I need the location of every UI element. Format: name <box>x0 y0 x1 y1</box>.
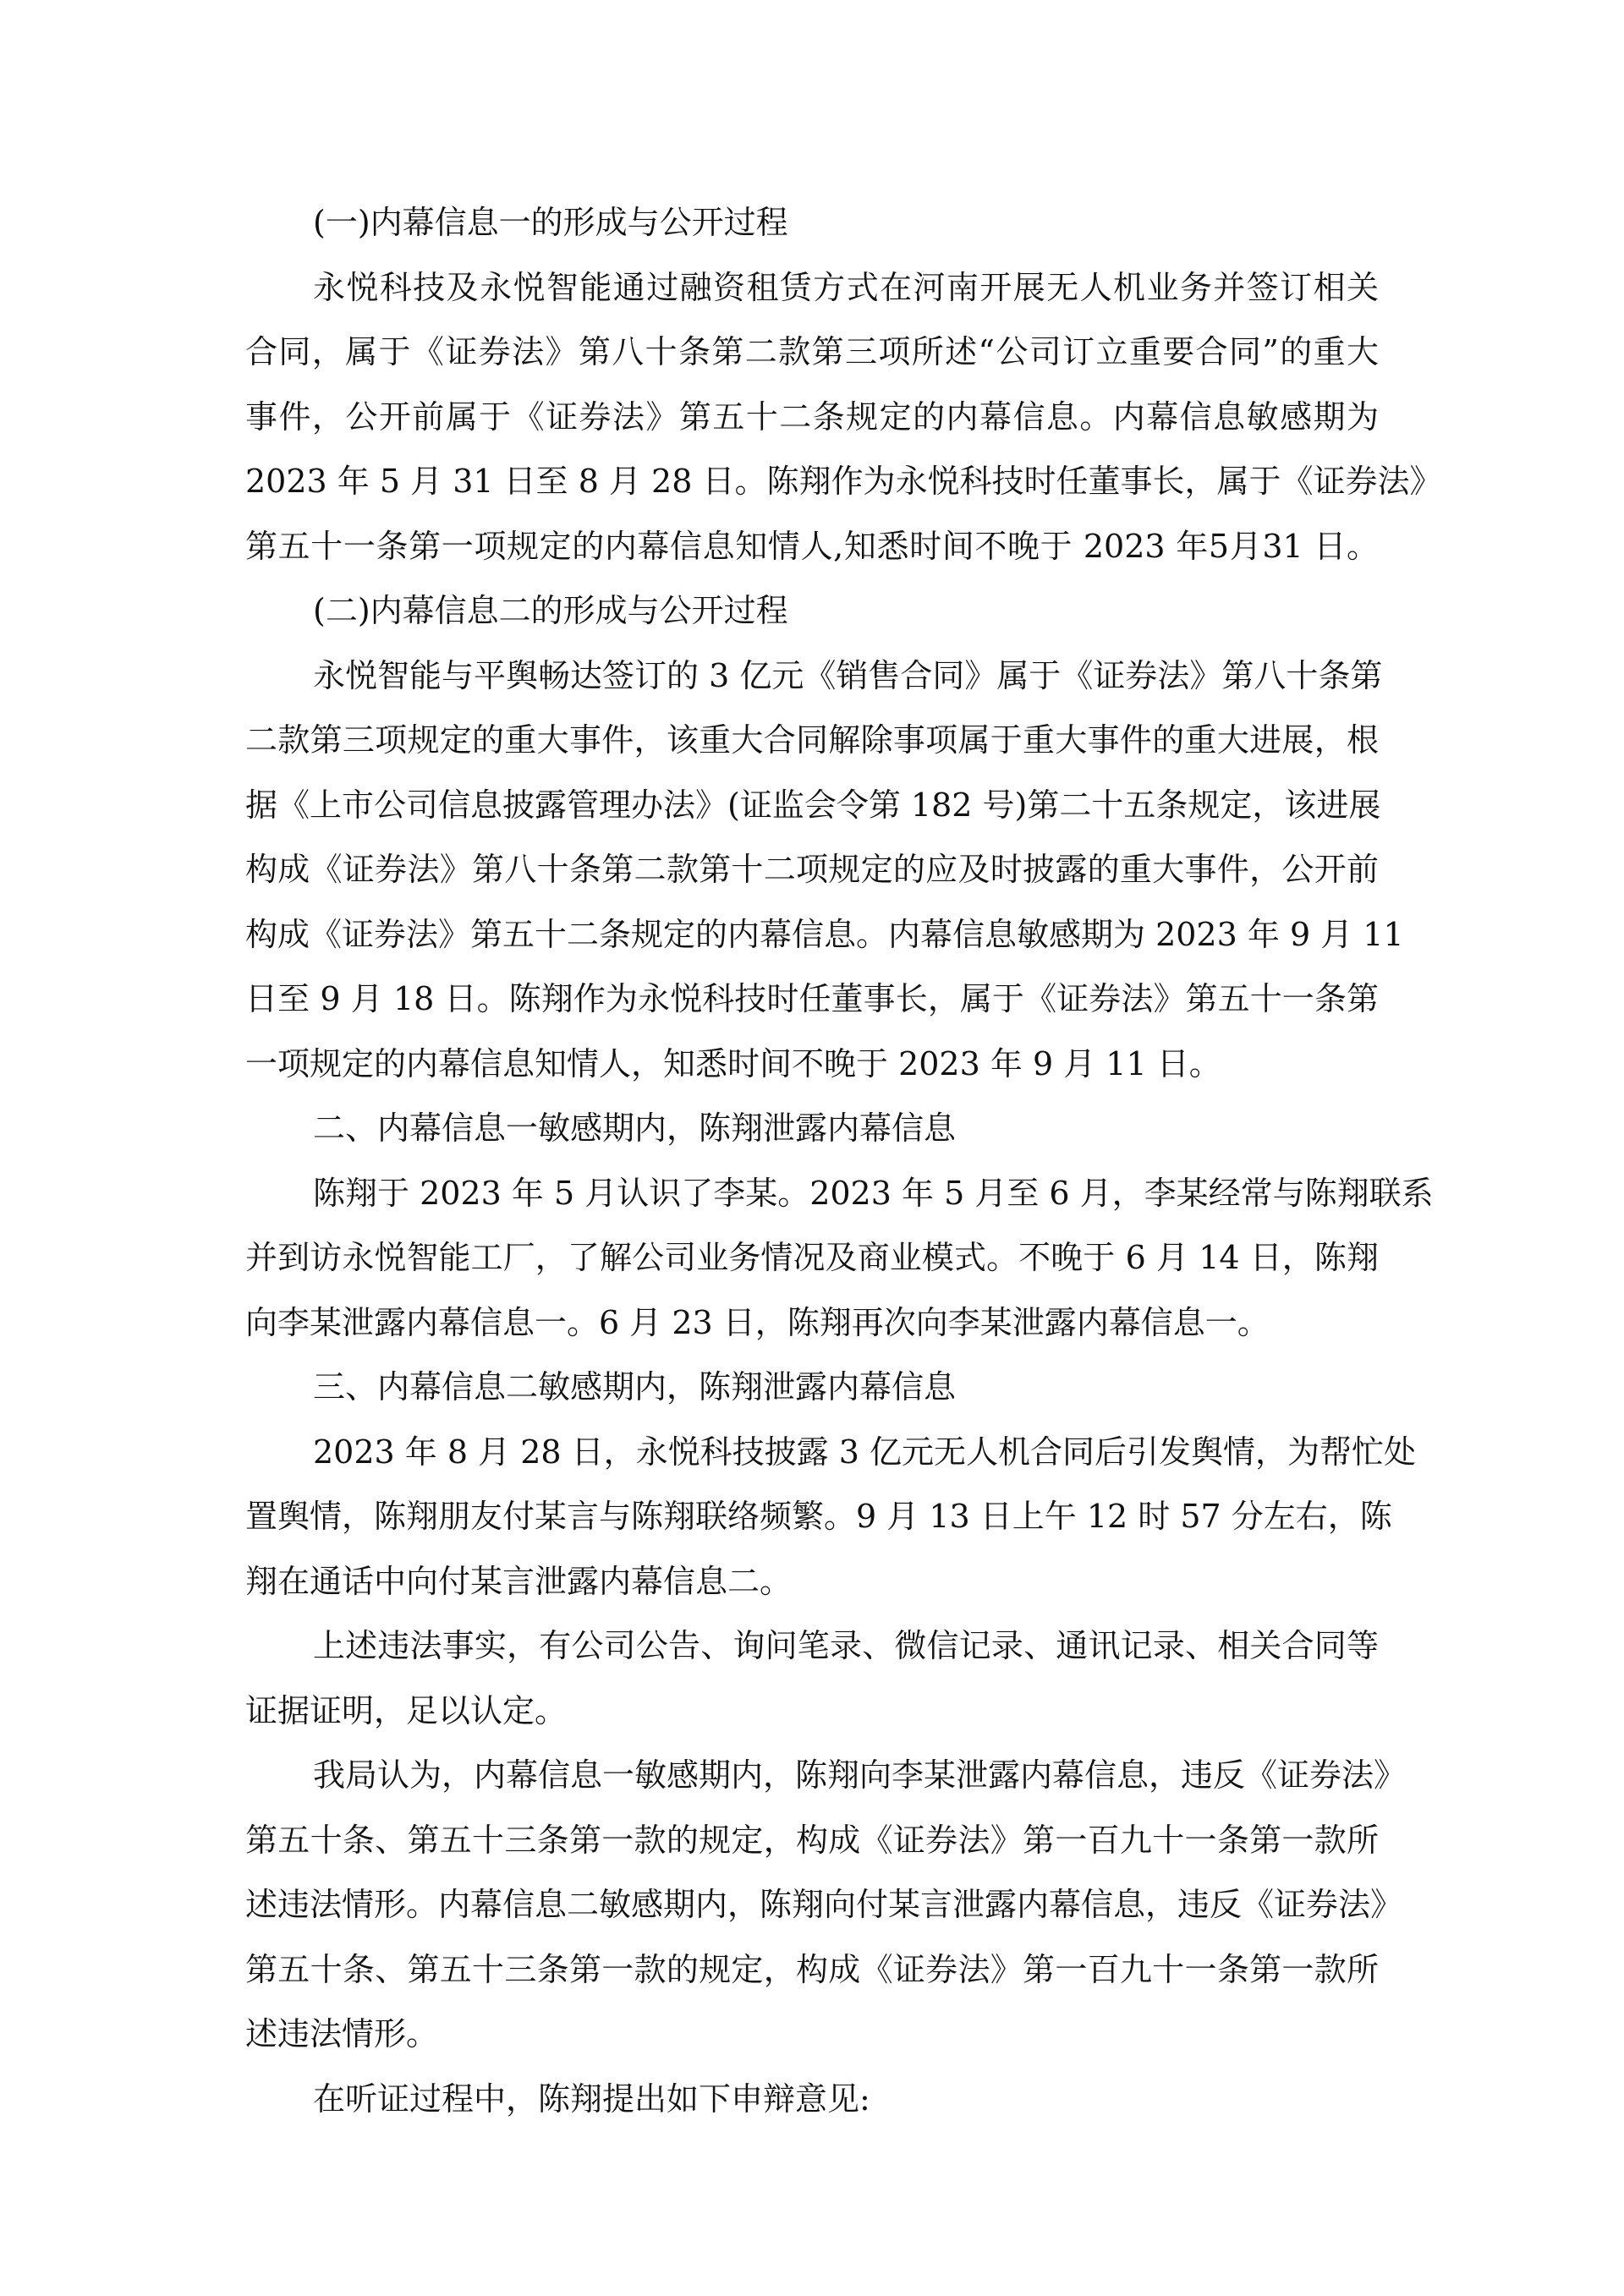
paragraph-line: 第五十一条第一项规定的内幕信息知情人,知悉时间不晚于 2023 年5月31 日。 <box>245 527 1379 565</box>
paragraph-line: 据《上市公司信息披露管理办法》(证监会令第 182 号)第二十五条规定，该进展 <box>245 786 1381 824</box>
section-heading-2: 二、内幕信息一敏感期内，陈翔泄露内幕信息 <box>313 1110 957 1147</box>
paragraph-line: 第五十条、第五十三条第一款的规定，构成《证券法》第一百九十一条第一款所 <box>245 1821 1379 1859</box>
paragraph-line: 述违法情形。 <box>245 2015 439 2052</box>
section-heading-3: 三、内幕信息二敏感期内，陈翔泄露内幕信息 <box>313 1368 957 1406</box>
paragraph-line: 2023 年 8 月 28 日，永悦科技披露 3 亿元无人机合同后引发舆情，为帮忙处 <box>313 1433 1416 1471</box>
paragraph-line: 2023 年 5 月 31 日至 8 月 28 日。陈翔作为永悦科技时任董事长，属于《证券法》 <box>245 463 1442 500</box>
paragraph-line: 构成《证券法》第八十条第二款第十二项规定的应及时披露的重大事件，公开前 <box>245 851 1379 888</box>
paragraph-line: 向李某泄露内幕信息一。6 月 23 日，陈翔再次向李某泄露内幕信息一。 <box>245 1303 1270 1341</box>
paragraph-line: 我局认为，内幕信息一敏感期内，陈翔向李某泄露内幕信息，违反《证券法》 <box>313 1756 1407 1794</box>
paragraph-line: 上述违法事实，有公司公告、询问笔录、微信记录、通讯记录、相关合同等 <box>313 1627 1379 1664</box>
paragraph-line: 在听证过程中，陈翔提出如下申辩意见: <box>313 2080 870 2118</box>
paragraph-line: 并到访永悦智能工厂，了解公司业务情况及商业模式。不晚于 6 月 14 日，陈翔 <box>245 1239 1379 1276</box>
paragraph-line: 合同，属于《证券法》第八十条第二款第三项所述“公司订立重要合同”的重大 <box>245 333 1379 370</box>
paragraph-line: 证据证明，足以认定。 <box>245 1691 568 1729</box>
paragraph-line: 述违法情形。内幕信息二敏感期内，陈翔向付某言泄露内幕信息，违反《证券法》 <box>245 1886 1403 1923</box>
paragraph-line: 永悦科技及永悦智能通过融资租赁方式在河南开展无人机业务并签订相关 <box>313 268 1379 306</box>
paragraph-line: 翔在通话中向付某言泄露内幕信息二。 <box>245 1562 793 1600</box>
section-heading-1-1: (一)内幕信息一的形成与公开过程 <box>313 204 788 241</box>
paragraph-line: 事件，公开前属于《证券法》第五十二条规定的内幕信息。内幕信息敏感期为 <box>245 397 1379 436</box>
paragraph-line: 二款第三项规定的重大事件，该重大合同解除事项属于重大事件的重大进展，根 <box>245 721 1379 759</box>
paragraph-line: 日至 9 月 18 日。陈翔作为永悦科技时任董事长，属于《证券法》第五十一条第 <box>245 980 1379 1017</box>
paragraph-line: 永悦智能与平舆畅达签订的 3 亿元《销售合同》属于《证券法》第八十条第 <box>313 656 1383 694</box>
paragraph-line: 构成《证券法》第五十二条规定的内幕信息。内幕信息敏感期为 2023 年 9 月 11 <box>245 915 1404 953</box>
paragraph-line: 一项规定的内幕信息知情人，知悉时间不晚于 2023 年 9 月 11 日。 <box>245 1044 1221 1082</box>
document-body <box>245 200 1442 2141</box>
section-heading-1-2: (二)内幕信息二的形成与公开过程 <box>313 592 788 629</box>
paragraph-line: 第五十条、第五十三条第一款的规定，构成《证券法》第一百九十一条第一款所 <box>245 1950 1379 1988</box>
paragraph-line: 置舆情，陈翔朋友付某言与陈翔联络频繁。9 月 13 日上午 12 时 57 分左右，陈 <box>245 1498 1392 1535</box>
paragraph-line: 陈翔于 2023 年 5 月认识了李某。2023 年 5 月至 6 月，李某经常与陈翔联系 <box>313 1174 1434 1212</box>
